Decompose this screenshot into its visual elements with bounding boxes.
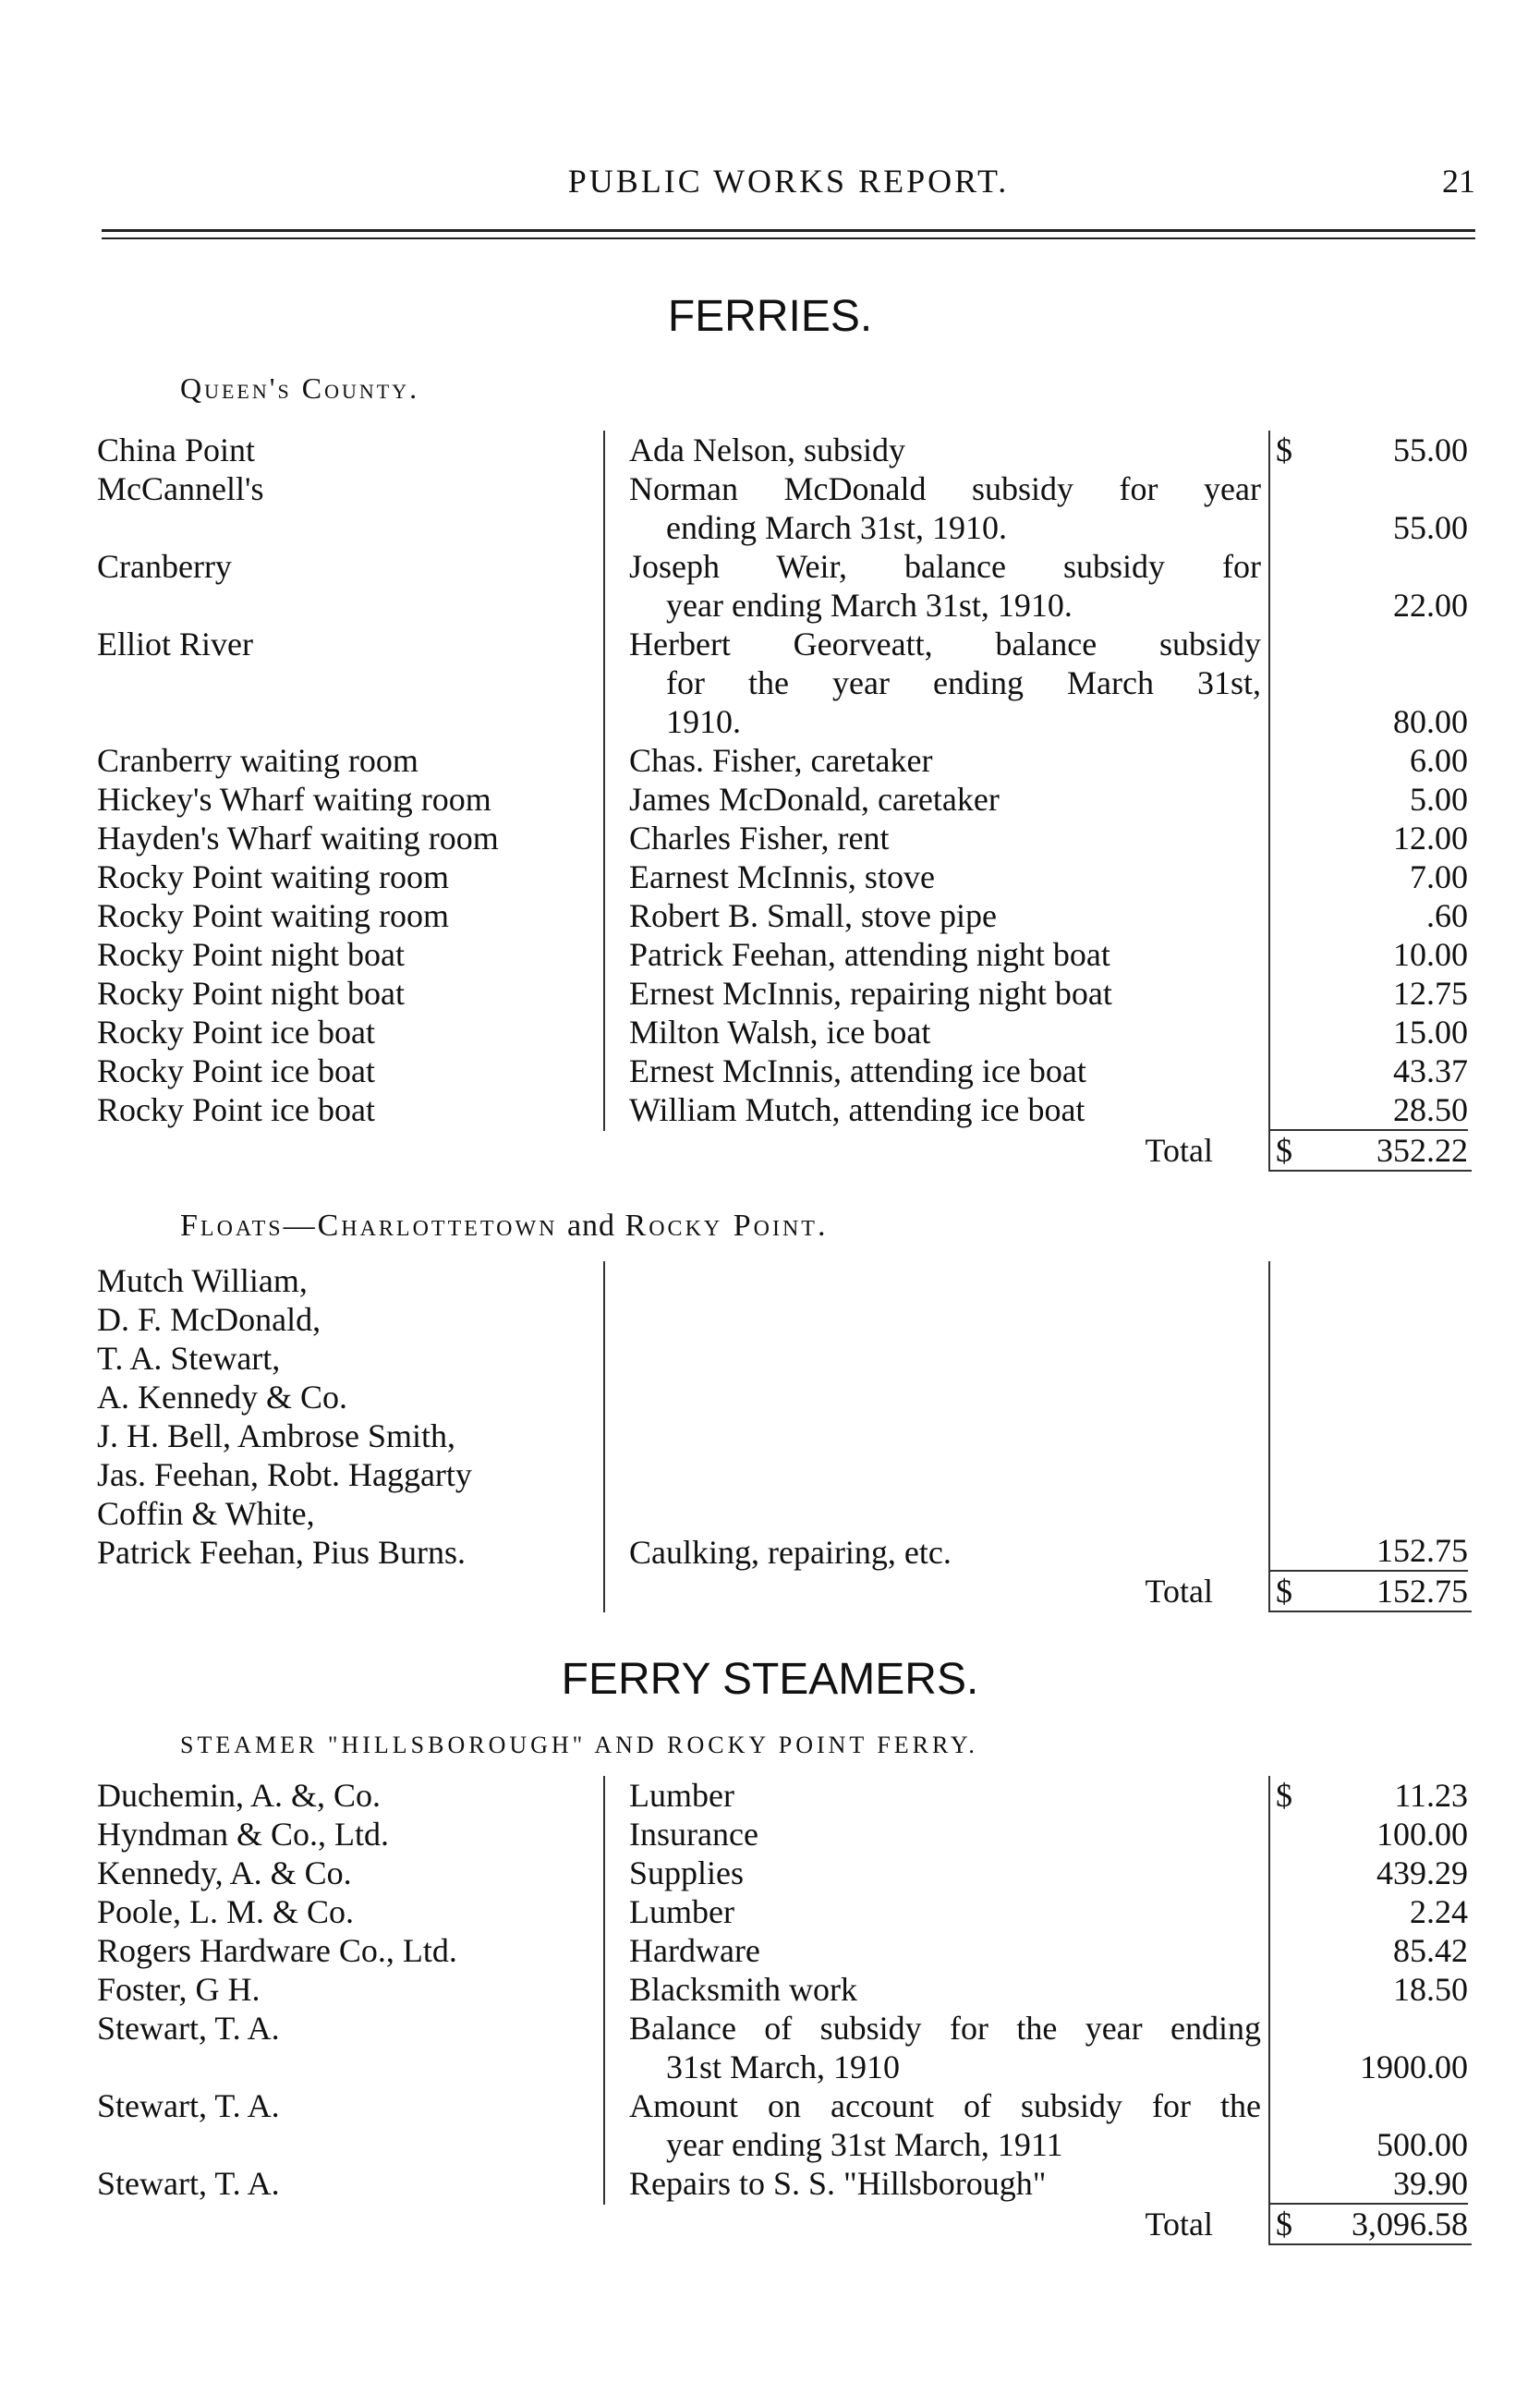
ledger-row [97, 1013, 1492, 1052]
floats-total-cell [1268, 1572, 1472, 1612]
ferries-heading: FERRIES. [667, 292, 873, 341]
ledger-description [603, 469, 1268, 547]
ledger-row [97, 469, 1492, 547]
ledger-amount: 5.00 [1410, 781, 1468, 818]
ledger-description-line: Chas. Fisher, caretaker [629, 742, 933, 779]
ledger-row [97, 780, 1492, 819]
ledger-amount: 28.50 [1270, 1090, 1468, 1131]
ledger-description [603, 1013, 1268, 1052]
floats-contractor-name: Patrick Feehan, Pius Burns. [97, 1534, 466, 1571]
ledger-amount-cell [1268, 1892, 1472, 1931]
ledger-amount-cell [1268, 431, 1472, 469]
ledger-description-line: Blacksmith work [629, 1971, 857, 2008]
header-rule [102, 229, 1475, 239]
ledger-description-line: Lumber [629, 1777, 734, 1814]
ledger-row [97, 1970, 1492, 2009]
floats-desc-cell [603, 1261, 1268, 1572]
ledger-name: Stewart, T. A. [97, 2165, 280, 2202]
ledger-amount-cell [1268, 2164, 1472, 2205]
ledger-amount-cell [1268, 1013, 1472, 1052]
ledger-name: Rocky Point ice boat [97, 1014, 375, 1051]
ledger-description [603, 1052, 1268, 1090]
ledger-description-line: Ernest McInnis, attending ice boat [629, 1052, 1086, 1089]
ledger-amount: 1900.00 [1360, 2048, 1468, 2085]
ledger-row [97, 431, 1492, 469]
floats-row [97, 1261, 1492, 1572]
ledger-description [603, 1854, 1268, 1892]
total-amount: 3,096.58 [1352, 2206, 1468, 2243]
ledger-description [603, 625, 1268, 741]
ledger-amount: 15.00 [1393, 1014, 1468, 1051]
ledger-name: McCannell's [97, 470, 264, 507]
ledger-name: Hyndman & Co., Ltd. [97, 1816, 389, 1853]
ledger-row [97, 547, 1492, 625]
dollar-sign: $ [1276, 1777, 1292, 1814]
ledger-description-line: Ada Nelson, subsidy [629, 432, 905, 468]
floats-total-label: Total [1145, 1573, 1213, 1610]
ledger-amount: 39.90 [1270, 2164, 1468, 2205]
ledger-description-line: James McDonald, caretaker [629, 781, 1000, 818]
report-title: PUBLIC WORKS REPORT. [567, 163, 1010, 200]
ledger-description [603, 780, 1268, 819]
ledger-row [97, 896, 1492, 935]
ledger-row [97, 819, 1492, 857]
floats-amount: 152.75 [1270, 1531, 1468, 1572]
ledger-amount: 500.00 [1376, 2126, 1468, 2163]
floats-contractor-name: Mutch William, [97, 1262, 308, 1299]
ledger-row [97, 935, 1492, 974]
ledger-description [603, 1970, 1268, 2009]
ledger-description [603, 1776, 1268, 1815]
ledger-row [97, 1892, 1492, 1931]
total-amount-cell [1268, 1131, 1472, 1172]
ledger-row [97, 2164, 1492, 2205]
total-amount: 352.22 [1376, 1132, 1468, 1169]
ledger-name: Poole, L. M. & Co. [97, 1893, 355, 1930]
floats-amount-cell [1268, 1261, 1472, 1572]
ledger-description-line: William Mutch, attending ice boat [629, 1091, 1085, 1128]
ledger-amount: 43.37 [1393, 1052, 1468, 1089]
ledger-description [603, 2009, 1268, 2086]
ledger-description-line: Herbert Georveatt, balance subsidy [629, 626, 1261, 663]
queens-county-subheading: Queen's County. [180, 371, 420, 405]
floats-contractor-name: T. A. Stewart, [97, 1340, 281, 1377]
ledger-name: Kennedy, A. & Co. [97, 1854, 352, 1891]
ledger-amount-cell [1268, 1776, 1472, 1815]
ledger-amount-cell [1268, 625, 1472, 741]
ledger-total-row [97, 1131, 1492, 1172]
ledger-description-line: Hardware [629, 1932, 760, 1969]
ledger-amount: 18.50 [1393, 1971, 1468, 2008]
ledger-description [603, 1090, 1268, 1131]
ledger-description-line: Charles Fisher, rent [629, 820, 890, 857]
floats-total-amount: 152.75 [1376, 1573, 1468, 1610]
ledger-description-line: 31st March, 1910 [666, 2048, 900, 2085]
ledger-amount: 55.00 [1393, 432, 1468, 468]
ledger-description-line: Amount on account of subsidy for the [629, 2087, 1261, 2124]
ledger-description-line: Repairs to S. S. "Hillsborough" [629, 2165, 1047, 2202]
floats-ledger [97, 1261, 1492, 1612]
ledger-row [97, 1090, 1492, 1131]
ledger-name: China Point [97, 432, 256, 468]
ledger-amount-cell [1268, 974, 1472, 1013]
ledger-amount-cell [1268, 2086, 1472, 2164]
ledger-row [97, 857, 1492, 896]
ledger-row [97, 2009, 1492, 2086]
ledger-description-line: Insurance [629, 1816, 758, 1853]
ledger-description-line: Earnest McInnis, stove [629, 858, 935, 895]
ledger-amount: 22.00 [1393, 587, 1468, 624]
ledger-amount: .60 [1426, 897, 1468, 934]
ledger-name: Rocky Point ice boat [97, 1052, 375, 1089]
floats-subheading [180, 1209, 828, 1244]
ledger-amount-cell [1268, 547, 1472, 625]
ledger-description-line: Supplies [629, 1854, 745, 1891]
ledger-description [603, 741, 1268, 780]
ledger-amount: 80.00 [1393, 703, 1468, 740]
ledger-amount-cell [1268, 935, 1472, 974]
ledger-amount: 55.00 [1393, 509, 1468, 546]
ledger-description-line: 1910. [666, 703, 741, 740]
ledger-row [97, 2086, 1492, 2164]
ledger-amount-cell [1268, 896, 1472, 935]
ledger-description-line: year ending March 31st, 1910. [666, 587, 1073, 624]
total-label: Total [1145, 2206, 1213, 2243]
ledger-description [603, 2164, 1268, 2205]
ledger-amount-cell [1268, 1931, 1472, 1970]
ledger-name: Rocky Point night boat [97, 975, 405, 1012]
ledger-row [97, 1052, 1492, 1090]
ledger-amount: 10.00 [1393, 936, 1468, 973]
floats-contractor-name: Coffin & White, [97, 1495, 315, 1532]
ledger-amount-cell [1268, 741, 1472, 780]
ledger-name: Rocky Point waiting room [97, 858, 449, 895]
ledger-amount-cell [1268, 1090, 1472, 1131]
ledger-amount: 100.00 [1376, 1816, 1468, 1853]
ledger-amount-cell [1268, 1854, 1472, 1892]
ledger-row [97, 625, 1492, 741]
ledger-description-line: Joseph Weir, balance subsidy for [629, 548, 1261, 585]
ledger-description [603, 896, 1268, 935]
ledger-name: Elliot River [97, 626, 253, 663]
floats-contractor-name: A. Kennedy & Co. [97, 1379, 347, 1416]
ledger-description [603, 819, 1268, 857]
running-header [102, 162, 1475, 208]
ledger-amount-cell [1268, 1970, 1472, 2009]
ledger-name: Cranberry waiting room [97, 742, 418, 779]
ferries-ledger [97, 431, 1492, 1172]
ledger-amount-cell [1268, 2009, 1472, 2086]
total-label: Total [1145, 1132, 1213, 1169]
ledger-description-line: ending March 31st, 1910. [666, 509, 1007, 546]
ledger-description [603, 1931, 1268, 1970]
ledger-name: Rocky Point waiting room [97, 897, 449, 934]
ledger-row [97, 1854, 1492, 1892]
floats-subheading-and: and [566, 1209, 616, 1243]
ledger-description-line: Balance of subsidy for the year ending [629, 2010, 1261, 2047]
ledger-description-line: Robert B. Small, stove pipe [629, 897, 997, 934]
ledger-amount: 6.00 [1410, 742, 1468, 779]
ledger-name: Hayden's Wharf waiting room [97, 820, 499, 857]
ledger-description [603, 1815, 1268, 1854]
ledger-row [97, 741, 1492, 780]
dollar-sign: $ [1276, 432, 1292, 468]
ledger-description-line: year ending 31st March, 1911 [666, 2126, 1063, 2163]
ledger-description [603, 547, 1268, 625]
ledger-name: Rocky Point ice boat [97, 1091, 375, 1128]
total-dollar-sign: $ [1276, 2206, 1292, 2243]
ledger-description [603, 431, 1268, 469]
ledger-amount: 7.00 [1410, 858, 1468, 895]
floats-contractor-name: J. H. Bell, Ambrose Smith, [97, 1417, 456, 1454]
ledger-row [97, 1815, 1492, 1854]
ledger-description-line: Patrick Feehan, attending night boat [629, 936, 1110, 973]
ledger-amount-cell [1268, 819, 1472, 857]
ledger-amount: 439.29 [1376, 1854, 1468, 1891]
ledger-amount: 12.00 [1393, 820, 1468, 857]
steamer-subheading: STEAMER "HILLSBOROUGH" AND ROCKY POINT FERRY. [180, 1732, 978, 1758]
total-amount-cell [1268, 2205, 1472, 2245]
ledger-row [97, 1776, 1492, 1815]
ledger-description [603, 974, 1268, 1013]
ledger-description-line: Milton Walsh, ice boat [629, 1014, 931, 1051]
ledger-description [603, 935, 1268, 974]
ledger-name: Foster, G H. [97, 1971, 261, 2008]
ledger-name: Stewart, T. A. [97, 2010, 280, 2047]
ledger-name: Rogers Hardware Co., Ltd. [97, 1932, 457, 1969]
floats-contractor-name: D. F. McDonald, [97, 1301, 321, 1338]
ledger-name: Hickey's Wharf waiting room [97, 781, 491, 818]
ledger-amount: 12.75 [1393, 975, 1468, 1012]
floats-description: Caulking, repairing, etc. [629, 1534, 952, 1571]
floats-total-row [97, 1572, 1492, 1612]
page-number: 21 [1442, 163, 1475, 200]
ledger-row [97, 974, 1492, 1013]
ledger-name: Duchemin, A. &, Co. [97, 1777, 381, 1814]
ledger-amount: 85.42 [1393, 1932, 1468, 1969]
ledger-amount-cell [1268, 857, 1472, 896]
ledger-description-line: Norman McDonald subsidy for year [629, 470, 1261, 507]
floats-subheading-part2: Rocky Point. [624, 1209, 829, 1243]
ledger-amount-cell [1268, 780, 1472, 819]
floats-contractor-name: Jas. Feehan, Robt. Haggarty [97, 1456, 472, 1493]
ledger-row [97, 1931, 1492, 1970]
ledger-name: Cranberry [97, 548, 232, 585]
floats-total-dollar: $ [1276, 1573, 1292, 1610]
ledger-description [603, 2086, 1268, 2164]
ledger-description [603, 857, 1268, 896]
ledger-total-row [97, 2205, 1492, 2245]
ledger-description [603, 1892, 1268, 1931]
ledger-amount-cell [1268, 1052, 1472, 1090]
ferry-steamers-heading: FERRY STEAMERS. [561, 1655, 979, 1704]
floats-subheading-part1: Floats—Charlottetown [180, 1209, 558, 1243]
total-dollar-sign: $ [1276, 1132, 1292, 1169]
floats-contractors [97, 1261, 603, 1572]
ledger-description-line: Lumber [629, 1893, 734, 1930]
ledger-description-line: for the year ending March 31st, [666, 664, 1261, 701]
ledger-description-line: Ernest McInnis, repairing night boat [629, 975, 1112, 1012]
ferry-steamers-ledger [97, 1776, 1492, 2245]
ledger-name: Rocky Point night boat [97, 936, 405, 973]
ledger-amount: 11.23 [1394, 1777, 1468, 1814]
ledger-amount: 2.24 [1410, 1893, 1468, 1930]
ledger-name: Stewart, T. A. [97, 2087, 280, 2124]
ledger-amount-cell [1268, 469, 1472, 547]
ledger-amount-cell [1268, 1815, 1472, 1854]
